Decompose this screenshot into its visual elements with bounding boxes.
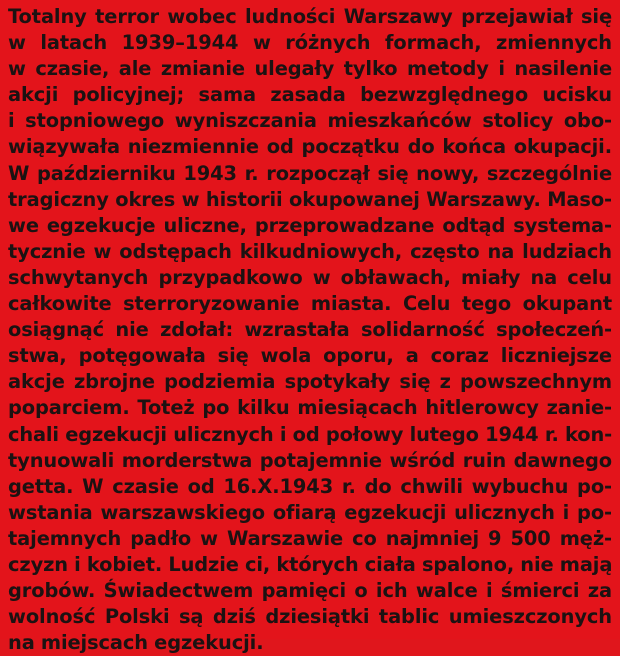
text-line-11: schwytanych przypadkowo w obławach, miały na celu xyxy=(8,265,612,289)
text-line-19: getta. W czasie od 16.X.1943 r. do chwili wybuchu po- xyxy=(8,474,612,498)
text-line-13: osiągnąć nie zdołał: wzrastała solidarność społeczeń- xyxy=(8,318,612,342)
text-line-17: chali egzekucji ulicznych i od połowy lutego 1944 r. kon- xyxy=(8,422,612,446)
text-line-20: wstania warszawskiego ofiarą egzekucji ulicznych i po- xyxy=(8,500,612,524)
text-line-22: czyzn i kobiet. Ludzie ci, których ciała spalono, nie mają xyxy=(8,552,612,576)
text-line-16: poparciem. Toteż po kilku miesiącach hitlerowcy zanie- xyxy=(8,396,612,420)
text-line-8: tragiczny okres w historii okupowanej Warszawy. Maso- xyxy=(8,187,612,211)
text-line-3: w czasie, ale zmianie ulegały tylko metody i nasilenie xyxy=(8,57,612,81)
text-line-23: grobów. Świadectwem pamięci o ich walce i śmierci za xyxy=(8,579,612,603)
text-line-4: akcji policyjnej; sama zasada bezwzględnego ucisku xyxy=(8,83,612,107)
text-line-21: tajemnych padło w Warszawie co najmniej 9 500 męż- xyxy=(8,526,612,550)
text-line-10: tycznie w odstępach kilkudniowych, często na ludziach xyxy=(8,239,612,263)
text-line-18: tynuowali morderstwa potajemnie wśród ruin dawnego xyxy=(8,448,612,472)
text-line-5: i stopniowego wyniszczania mieszkańców stolicy obo- xyxy=(8,109,612,133)
text-line-6: wiązywała niezmiennie od początku do końca okupacji. xyxy=(8,135,612,159)
body-text xyxy=(8,4,614,656)
text-line-12: całkowite sterroryzowanie miasta. Celu tego okupant xyxy=(8,292,612,316)
text-line-9: we egzekucje uliczne, przeprowadzane odtąd systema- xyxy=(8,213,612,237)
text-line-14: stwa, potęgowała się wola oporu, a coraz liczniejsze xyxy=(8,344,612,368)
text-line-1: Totalny terror wobec ludności Warszawy przejawiał się xyxy=(8,5,612,28)
text-line-15: akcje zbrojne podziemia spotykały się z powszechnym xyxy=(8,370,612,394)
text-line-25: na miejscach egzekucji. xyxy=(8,631,264,655)
text-line-7: W październiku 1943 r. rozpoczął się nowy, szczególnie xyxy=(8,161,612,185)
text-line-24: wolność Polski są dziś dziesiątki tablic umieszczonych xyxy=(8,605,612,629)
text-line-2: w latach 1939–1944 w różnych formach, zmiennych xyxy=(8,31,612,55)
